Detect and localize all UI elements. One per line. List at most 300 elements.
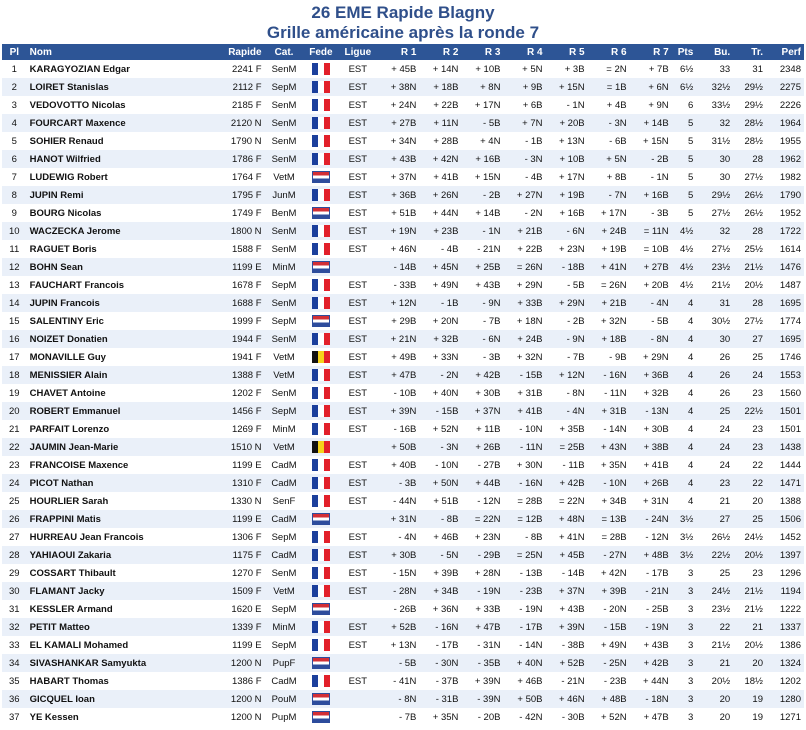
- round-result-cell: - 18N: [630, 690, 672, 708]
- player-name: BOHN Sean: [27, 258, 203, 276]
- flag-netherlands-icon: [312, 261, 330, 273]
- col-header-nom: Nom: [27, 44, 203, 60]
- truncated-buchholz-cell: 21: [733, 618, 766, 636]
- flag-france-icon: [312, 243, 330, 255]
- rank-cell: 31: [2, 600, 27, 618]
- buchholz-cell: 30½: [696, 312, 733, 330]
- performance-cell: 1444: [766, 456, 804, 474]
- player-name: SALENTINY Eric: [27, 312, 203, 330]
- league-cell: EST: [338, 528, 377, 546]
- points-cell: 6½: [672, 60, 697, 78]
- rating-cell: 1202 F: [203, 384, 265, 402]
- federation-cell: [304, 528, 339, 546]
- rank-cell: 37: [2, 708, 27, 726]
- round-result-cell: + 15N: [630, 132, 672, 150]
- round-result-cell: - 10N: [419, 456, 461, 474]
- round-result-cell: + 30B: [461, 384, 503, 402]
- rating-cell: 1175 F: [203, 546, 265, 564]
- player-name: RAGUET Boris: [27, 240, 203, 258]
- player-name: COSSART Thibault: [27, 564, 203, 582]
- league-cell: EST: [338, 402, 377, 420]
- round-result-cell: - 8N: [546, 384, 588, 402]
- round-result-cell: + 34B: [419, 582, 461, 600]
- round-result-cell: + 39B: [588, 582, 630, 600]
- buchholz-cell: 22: [696, 618, 733, 636]
- rating-cell: 2241 F: [203, 60, 265, 78]
- round-result-cell: + 35N: [588, 456, 630, 474]
- rating-cell: 2112 F: [203, 78, 265, 96]
- round-result-cell: - 2N: [503, 204, 545, 222]
- truncated-buchholz-cell: 21½: [733, 258, 766, 276]
- flag-france-icon: [312, 135, 330, 147]
- player-name: VEDOVOTTO Nicolas: [27, 96, 203, 114]
- round-result-cell: - 8B: [419, 510, 461, 528]
- player-name: CHAVET Antoine: [27, 384, 203, 402]
- round-result-cell: + 41N: [546, 528, 588, 546]
- buchholz-cell: 24: [696, 438, 733, 456]
- league-cell: [338, 600, 377, 618]
- buchholz-cell: 21: [696, 492, 733, 510]
- category-cell: VetM: [265, 168, 304, 186]
- truncated-buchholz-cell: 22: [733, 456, 766, 474]
- rank-cell: 27: [2, 528, 27, 546]
- federation-cell: [304, 546, 339, 564]
- round-result-cell: + 39N: [377, 402, 419, 420]
- league-cell: EST: [338, 276, 377, 294]
- rating-cell: 2120 N: [203, 114, 265, 132]
- round-result-cell: + 50B: [503, 690, 545, 708]
- round-result-cell: - 7B: [461, 312, 503, 330]
- grid-subtitle: Grille américaine après la ronde 7: [266, 23, 540, 42]
- round-result-cell: + 33N: [419, 348, 461, 366]
- league-cell: EST: [338, 384, 377, 402]
- table-header-row: [2, 44, 804, 60]
- flag-france-icon: [312, 225, 330, 237]
- rank-cell: 32: [2, 618, 27, 636]
- round-result-cell: + 18B: [419, 78, 461, 96]
- table-row: [2, 510, 804, 528]
- points-cell: 3: [672, 672, 697, 690]
- player-name: JAUMIN Jean-Marie: [27, 438, 203, 456]
- rank-cell: 2: [2, 78, 27, 96]
- rating-cell: 1510 N: [203, 438, 265, 456]
- round-result-cell: + 21B: [588, 294, 630, 312]
- rank-cell: 34: [2, 654, 27, 672]
- performance-cell: 1476: [766, 258, 804, 276]
- round-result-cell: + 19B: [546, 186, 588, 204]
- col-header-r6: R 6: [588, 44, 630, 60]
- round-result-cell: - 20B: [461, 708, 503, 726]
- rating-cell: 1795 F: [203, 186, 265, 204]
- round-result-cell: + 52B: [546, 654, 588, 672]
- federation-cell: [304, 474, 339, 492]
- rank-cell: 12: [2, 258, 27, 276]
- truncated-buchholz-cell: 26½: [733, 204, 766, 222]
- truncated-buchholz-cell: 27½: [733, 168, 766, 186]
- round-result-cell: - 4N: [630, 294, 672, 312]
- federation-cell: [304, 510, 339, 528]
- truncated-buchholz-cell: 27½: [733, 312, 766, 330]
- buchholz-cell: 24: [696, 456, 733, 474]
- league-cell: EST: [338, 222, 377, 240]
- buchholz-cell: 33½: [696, 96, 733, 114]
- league-cell: EST: [338, 366, 377, 384]
- truncated-buchholz-cell: 20½: [733, 546, 766, 564]
- rank-cell: 1: [2, 60, 27, 78]
- round-result-cell: - 9N: [546, 330, 588, 348]
- flag-france-icon: [312, 531, 330, 543]
- flag-france-icon: [312, 369, 330, 381]
- round-result-cell: + 15N: [546, 78, 588, 96]
- category-cell: SenM: [265, 294, 304, 312]
- federation-cell: [304, 330, 339, 348]
- col-header-r5: R 5: [546, 44, 588, 60]
- round-result-cell: + 45B: [546, 546, 588, 564]
- performance-cell: 1337: [766, 618, 804, 636]
- round-result-cell: - 3B: [377, 474, 419, 492]
- round-result-cell: + 9N: [630, 96, 672, 114]
- table-row: [2, 546, 804, 564]
- rating-cell: 1199 E: [203, 510, 265, 528]
- buchholz-cell: 26: [696, 348, 733, 366]
- rank-cell: 30: [2, 582, 27, 600]
- round-result-cell: + 42N: [419, 150, 461, 168]
- category-cell: CadM: [265, 456, 304, 474]
- round-result-cell: + 40N: [503, 654, 545, 672]
- round-result-cell: + 15N: [461, 168, 503, 186]
- buchholz-cell: 23½: [696, 600, 733, 618]
- truncated-buchholz-cell: 27: [733, 330, 766, 348]
- table-row: [2, 474, 804, 492]
- league-cell: EST: [338, 348, 377, 366]
- rank-cell: 19: [2, 384, 27, 402]
- round-result-cell: - 27N: [588, 546, 630, 564]
- col-header-r1: R 1: [377, 44, 419, 60]
- round-result-cell: + 21B: [503, 222, 545, 240]
- round-result-cell: = 28B: [588, 528, 630, 546]
- league-cell: EST: [338, 294, 377, 312]
- rating-cell: 1199 E: [203, 636, 265, 654]
- table-row: [2, 60, 804, 78]
- league-cell: EST: [338, 168, 377, 186]
- round-result-cell: + 14B: [630, 114, 672, 132]
- flag-france-icon: [312, 99, 330, 111]
- player-name: FOURCART Maxence: [27, 114, 203, 132]
- points-cell: 6½: [672, 78, 697, 96]
- league-cell: EST: [338, 60, 377, 78]
- category-cell: SenM: [265, 564, 304, 582]
- flag-france-icon: [312, 549, 330, 561]
- player-name: EL KAMALI Mohamed: [27, 636, 203, 654]
- round-result-cell: - 24N: [630, 510, 672, 528]
- round-result-cell: - 19N: [630, 618, 672, 636]
- player-name: SIVASHANKAR Samyukta: [27, 654, 203, 672]
- flag-france-icon: [312, 189, 330, 201]
- category-cell: SepM: [265, 78, 304, 96]
- buchholz-cell: 26½: [696, 528, 733, 546]
- round-result-cell: - 9N: [461, 294, 503, 312]
- round-result-cell: - 13B: [503, 564, 545, 582]
- federation-cell: [304, 420, 339, 438]
- flag-france-icon: [312, 585, 330, 597]
- league-cell: [338, 690, 377, 708]
- round-result-cell: + 9B: [503, 78, 545, 96]
- points-cell: 5: [672, 114, 697, 132]
- round-result-cell: + 43N: [588, 438, 630, 456]
- round-result-cell: - 3N: [503, 150, 545, 168]
- table-row: [2, 492, 804, 510]
- performance-cell: 1553: [766, 366, 804, 384]
- buchholz-cell: 20½: [696, 672, 733, 690]
- round-result-cell: + 34B: [588, 492, 630, 510]
- round-result-cell: - 7B: [377, 708, 419, 726]
- round-result-cell: - 17B: [630, 564, 672, 582]
- round-result-cell: + 46N: [546, 690, 588, 708]
- category-cell: CadM: [265, 510, 304, 528]
- round-result-cell: + 43B: [546, 600, 588, 618]
- truncated-buchholz-cell: 20: [733, 654, 766, 672]
- col-header-tr: Tr.: [733, 44, 766, 60]
- rank-cell: 21: [2, 420, 27, 438]
- col-header-r4: R 4: [503, 44, 545, 60]
- round-result-cell: - 6B: [588, 132, 630, 150]
- col-header-cat: Cat.: [265, 44, 304, 60]
- table-row: [2, 402, 804, 420]
- buchholz-cell: 26: [696, 366, 733, 384]
- performance-cell: 1324: [766, 654, 804, 672]
- league-cell: EST: [338, 474, 377, 492]
- round-result-cell: + 28N: [461, 564, 503, 582]
- round-result-cell: + 18B: [588, 330, 630, 348]
- round-result-cell: - 23B: [503, 582, 545, 600]
- performance-cell: 1202: [766, 672, 804, 690]
- buchholz-cell: 31: [696, 294, 733, 312]
- round-result-cell: + 7B: [630, 60, 672, 78]
- flag-france-icon: [312, 279, 330, 291]
- table-row: [2, 456, 804, 474]
- rank-cell: 7: [2, 168, 27, 186]
- round-result-cell: - 29B: [461, 546, 503, 564]
- rating-cell: 1688 F: [203, 294, 265, 312]
- federation-cell: [304, 204, 339, 222]
- table-row: [2, 114, 804, 132]
- table-row: [2, 222, 804, 240]
- category-cell: SepM: [265, 600, 304, 618]
- rank-cell: 5: [2, 132, 27, 150]
- performance-cell: 1194: [766, 582, 804, 600]
- round-result-cell: = 13B: [588, 510, 630, 528]
- round-result-cell: - 4N: [546, 402, 588, 420]
- buchholz-cell: 27½: [696, 240, 733, 258]
- round-result-cell: + 10B: [461, 60, 503, 78]
- rating-cell: 1386 F: [203, 672, 265, 690]
- round-result-cell: + 49B: [377, 348, 419, 366]
- points-cell: 3½: [672, 528, 697, 546]
- round-result-cell: - 2N: [419, 366, 461, 384]
- flag-netherlands-icon: [312, 207, 330, 219]
- round-result-cell: + 51B: [377, 204, 419, 222]
- rank-cell: 13: [2, 276, 27, 294]
- round-result-cell: + 6B: [503, 96, 545, 114]
- round-result-cell: - 30B: [546, 708, 588, 726]
- league-cell: EST: [338, 330, 377, 348]
- rating-cell: 1339 F: [203, 618, 265, 636]
- round-result-cell: + 52N: [419, 420, 461, 438]
- buchholz-cell: 32: [696, 222, 733, 240]
- points-cell: 4½: [672, 222, 697, 240]
- round-result-cell: - 17B: [419, 636, 461, 654]
- points-cell: 5: [672, 186, 697, 204]
- table-row: [2, 294, 804, 312]
- league-cell: [338, 654, 377, 672]
- round-result-cell: + 3B: [546, 60, 588, 78]
- federation-cell: [304, 618, 339, 636]
- round-result-cell: + 36B: [377, 186, 419, 204]
- flag-netherlands-icon: [312, 513, 330, 525]
- table-row: [2, 276, 804, 294]
- round-result-cell: + 47B: [377, 366, 419, 384]
- player-name: KARAGYOZIAN Edgar: [27, 60, 203, 78]
- truncated-buchholz-cell: 25: [733, 348, 766, 366]
- round-result-cell: + 11N: [419, 114, 461, 132]
- round-result-cell: - 38B: [546, 636, 588, 654]
- rank-cell: 4: [2, 114, 27, 132]
- round-result-cell: + 46B: [503, 672, 545, 690]
- rating-cell: 1388 F: [203, 366, 265, 384]
- round-result-cell: - 16N: [588, 366, 630, 384]
- points-cell: 3: [672, 618, 697, 636]
- round-result-cell: - 11N: [588, 384, 630, 402]
- flag-france-icon: [312, 153, 330, 165]
- performance-cell: 1397: [766, 546, 804, 564]
- round-result-cell: = 2N: [588, 60, 630, 78]
- round-result-cell: + 34N: [377, 132, 419, 150]
- category-cell: SenM: [265, 114, 304, 132]
- flag-france-icon: [312, 63, 330, 75]
- table-row: [2, 258, 804, 276]
- federation-cell: [304, 150, 339, 168]
- points-cell: 4: [672, 474, 697, 492]
- round-result-cell: - 1N: [630, 168, 672, 186]
- round-result-cell: - 23B: [588, 672, 630, 690]
- truncated-buchholz-cell: 25½: [733, 240, 766, 258]
- round-result-cell: + 39B: [419, 564, 461, 582]
- federation-cell: [304, 654, 339, 672]
- flag-france-icon: [312, 495, 330, 507]
- table-row: [2, 618, 804, 636]
- flag-netherlands-icon: [312, 657, 330, 669]
- performance-cell: 1774: [766, 312, 804, 330]
- category-cell: SepM: [265, 636, 304, 654]
- rank-cell: 16: [2, 330, 27, 348]
- federation-cell: [304, 168, 339, 186]
- col-header-pts: Pts: [672, 44, 697, 60]
- rank-cell: 22: [2, 438, 27, 456]
- truncated-buchholz-cell: 25: [733, 510, 766, 528]
- round-result-cell: = 25B: [546, 438, 588, 456]
- round-result-cell: - 2B: [546, 312, 588, 330]
- federation-cell: [304, 708, 339, 726]
- flag-netherlands-icon: [312, 603, 330, 615]
- rank-cell: 11: [2, 240, 27, 258]
- federation-cell: [304, 402, 339, 420]
- tournament-title: 26 EME Rapide Blagny: [311, 3, 495, 22]
- round-result-cell: - 35B: [461, 654, 503, 672]
- round-result-cell: + 20B: [546, 114, 588, 132]
- col-header-pl: Pl: [2, 44, 27, 60]
- round-result-cell: - 16N: [419, 618, 461, 636]
- round-result-cell: + 31N: [630, 492, 672, 510]
- performance-cell: 1964: [766, 114, 804, 132]
- round-result-cell: + 52B: [377, 618, 419, 636]
- category-cell: JunM: [265, 186, 304, 204]
- player-name: HURREAU Jean Francois: [27, 528, 203, 546]
- round-result-cell: - 31N: [461, 636, 503, 654]
- round-result-cell: - 2B: [630, 150, 672, 168]
- performance-cell: 1438: [766, 438, 804, 456]
- round-result-cell: = 12B: [503, 510, 545, 528]
- buchholz-cell: 25: [696, 564, 733, 582]
- federation-cell: [304, 240, 339, 258]
- round-result-cell: + 8N: [461, 78, 503, 96]
- round-result-cell: - 12N: [461, 492, 503, 510]
- buchholz-cell: 27½: [696, 204, 733, 222]
- category-cell: SenM: [265, 384, 304, 402]
- rating-cell: 1270 F: [203, 564, 265, 582]
- league-cell: EST: [338, 78, 377, 96]
- round-result-cell: - 41N: [377, 672, 419, 690]
- col-header-bu: Bu.: [696, 44, 733, 60]
- table-row: [2, 348, 804, 366]
- category-cell: BenM: [265, 204, 304, 222]
- performance-cell: 1614: [766, 240, 804, 258]
- round-result-cell: + 43B: [630, 636, 672, 654]
- player-name: HANOT Wilfried: [27, 150, 203, 168]
- round-result-cell: - 25N: [588, 654, 630, 672]
- round-result-cell: + 13N: [546, 132, 588, 150]
- round-result-cell: - 12N: [630, 528, 672, 546]
- federation-cell: [304, 60, 339, 78]
- truncated-buchholz-cell: 19: [733, 708, 766, 726]
- round-result-cell: + 40N: [419, 384, 461, 402]
- round-result-cell: + 48N: [546, 510, 588, 528]
- round-result-cell: + 17N: [546, 168, 588, 186]
- round-result-cell: - 5B: [377, 654, 419, 672]
- buchholz-cell: 21: [696, 654, 733, 672]
- round-result-cell: - 7N: [588, 186, 630, 204]
- round-result-cell: + 33B: [503, 294, 545, 312]
- league-cell: EST: [338, 420, 377, 438]
- truncated-buchholz-cell: 22½: [733, 402, 766, 420]
- round-result-cell: - 11B: [546, 456, 588, 474]
- federation-cell: [304, 438, 339, 456]
- truncated-buchholz-cell: 21½: [733, 600, 766, 618]
- performance-cell: 1487: [766, 276, 804, 294]
- round-result-cell: + 36N: [419, 600, 461, 618]
- player-name: FLAMANT Jacky: [27, 582, 203, 600]
- rating-cell: 1999 F: [203, 312, 265, 330]
- round-result-cell: + 49N: [588, 636, 630, 654]
- round-result-cell: - 6N: [461, 330, 503, 348]
- rank-cell: 35: [2, 672, 27, 690]
- points-cell: 3: [672, 564, 697, 582]
- federation-cell: [304, 348, 339, 366]
- performance-cell: 1982: [766, 168, 804, 186]
- round-result-cell: + 10B: [546, 150, 588, 168]
- federation-cell: [304, 564, 339, 582]
- performance-cell: 1271: [766, 708, 804, 726]
- points-cell: 3½: [672, 510, 697, 528]
